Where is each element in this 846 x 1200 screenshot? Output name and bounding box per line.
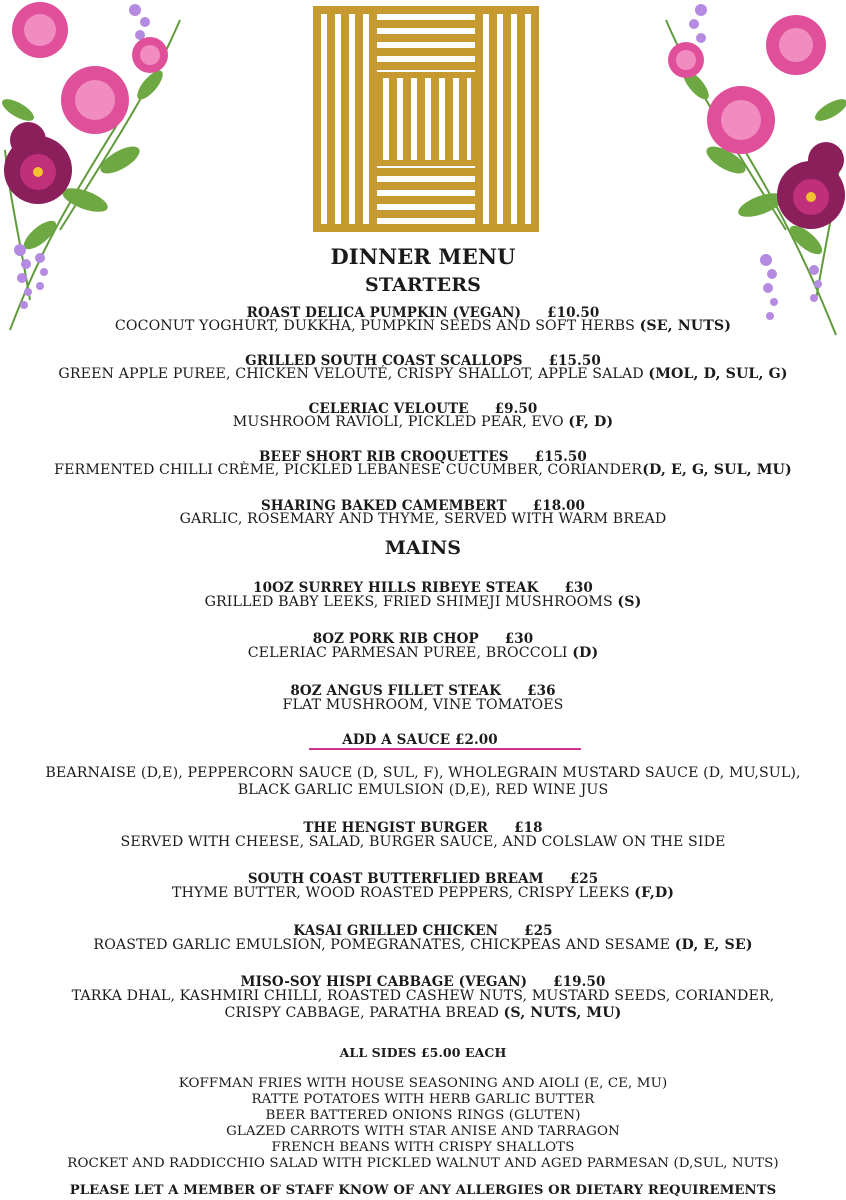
menu-item-name: 8OZ ANGUS FILLET STEAK £36 [290, 683, 556, 699]
sides-heading: ALL SIDES £5.00 EACH [339, 1045, 507, 1060]
menu-item-desc: TARKA DHAL, KASHMIRI CHILLI, ROASTED CASHEW NUTS, MUSTARD SEEDS, CORIANDER, [71, 988, 775, 1004]
menu-item-name: ROAST DELICA PUMPKIN (VEGAN) £10.50 [246, 305, 600, 321]
menu-item-desc: THYME BUTTER, WOOD ROASTED PEPPERS, CRISPY LEEKS (F,D) [171, 885, 675, 901]
sauce-options-line-2: BLACK GARLIC EMULSION (D,E), RED WINE JUS [237, 782, 609, 798]
menu-item-desc: CRISPY CABBAGE, PARATHA BREAD (S, NUTS, MU) [224, 1005, 622, 1021]
menu-item-name: 8OZ PORK RIB CHOP £30 [312, 631, 534, 647]
menu-item-desc: GREEN APPLE PUREE, CHICKEN VELOUTÉ, CRISPY SHALLOT, APPLE SALAD (MOL, D, SUL, G) [58, 366, 788, 382]
side-item: GLAZED CARROTS WITH STAR ANISE AND TARRAGON [226, 1124, 620, 1139]
mains-heading: MAINS [384, 537, 462, 559]
side-item: RATTE POTATOES WITH HERB GARLIC BUTTER [251, 1092, 595, 1107]
side-item: FRENCH BEANS WITH CRISPY SHALLOTS [271, 1140, 575, 1155]
menu-item-name: SOUTH COAST BUTTERFLIED BREAM £25 [247, 871, 599, 887]
side-item: ROCKET AND RADDICCHIO SALAD WITH PICKLED WALNUT AND AGED PARMESAN (D,SUL, NUTS) [67, 1156, 779, 1171]
menu-item-desc: GRILLED BABY LEEKS, FRIED SHIMEJI MUSHROOMS (S) [204, 594, 642, 610]
menu-item-name: THE HENGIST BURGER £18 [303, 820, 543, 836]
menu-item-name: SHARING BAKED CAMEMBERT £18.00 [260, 498, 586, 514]
menu-item-desc: GARLIC, ROSEMARY AND THYME, SERVED WITH WARM BREAD [179, 511, 667, 527]
add-sauce-heading: ADD A SAUCE £2.00 [342, 732, 498, 748]
menu-item-name: BEEF SHORT RIB CROQUETTES £15.50 [259, 449, 587, 465]
menu-item-desc: SERVED WITH CHEESE, SALAD, BURGER SAUCE, AND COLSLAW ON THE SIDE [120, 834, 726, 850]
menu-item-desc: FLAT MUSHROOM, VINE TOMATOES [282, 697, 564, 713]
sauce-underline [309, 748, 581, 750]
menu-item-desc: CELERIAC PARMESAN PUREE, BROCCOLI (D) [247, 645, 599, 661]
side-item: KOFFMAN FRIES WITH HOUSE SEASONING AND AIOLI (E, CE, MU) [178, 1076, 668, 1091]
menu-item-desc: MUSHROOM RAVIOLI, PICKLED PEAR, EVO (F, D) [232, 414, 614, 430]
menu-item-desc: ROASTED GARLIC EMULSION, POMEGRANATES, CHICKPEAS AND SESAME (D, E, SE) [93, 937, 753, 953]
starters-heading: STARTERS [365, 274, 481, 296]
menu-item-name: GRILLED SOUTH COAST SCALLOPS £15.50 [245, 353, 601, 369]
menu-item-name: MISO-SOY HISPI CABBAGE (VEGAN) £19.50 [240, 974, 606, 990]
allergy-notice: PLEASE LET A MEMBER OF STAFF KNOW OF ANY ALLERGIES OR DIETARY REQUIREMENTS [69, 1183, 777, 1198]
menu-item-name: CELERIAC VELOUTE £9.50 [308, 401, 538, 417]
sauce-options-line-1: BEARNAISE (D,E), PEPPERCORN SAUCE (D, SUL, F), WHOLEGRAIN MUSTARD SAUCE (D, MU,SUL), [45, 765, 801, 781]
side-item: BEER BATTERED ONIONS RINGS (GLUTEN) [265, 1108, 581, 1123]
menu-item-desc: COCONUT YOGHURT, DUKKHA, PUMPKIN SEEDS AND SOFT HERBS (SE, NUTS) [114, 318, 732, 334]
menu-item-desc: FERMENTED CHILLI CRÈME, PICKLED LEBANESE CUCUMBER, CORIANDER(D, E, G, SUL, MU) [54, 462, 792, 478]
restaurant-logo-icon [313, 6, 539, 232]
menu-item-name: 10OZ SURREY HILLS RIBEYE STEAK £30 [253, 580, 593, 596]
menu-title: DINNER MENU [330, 244, 516, 269]
menu-item-name: KASAI GRILLED CHICKEN £25 [293, 923, 553, 939]
